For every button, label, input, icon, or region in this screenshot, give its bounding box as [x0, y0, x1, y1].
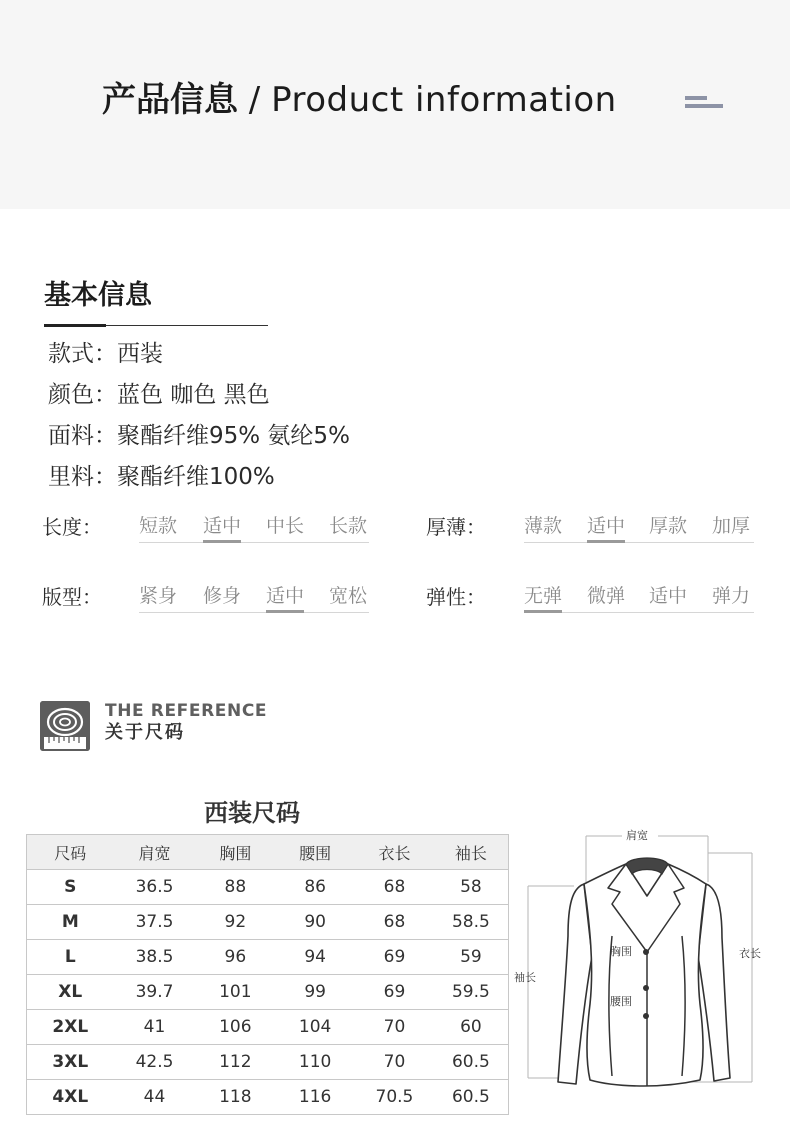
size-table	[26, 834, 509, 1115]
attr-option: 适中	[649, 585, 688, 607]
attr-option-selected: 适中	[203, 515, 242, 537]
info-row-style	[48, 338, 163, 370]
attr-scale-elasticity	[524, 583, 754, 613]
attr-option: 短款	[139, 515, 178, 537]
table-cell-size: 3XL	[27, 1045, 114, 1080]
page-title	[102, 78, 617, 122]
jacket-measurement-diagram	[512, 826, 790, 1098]
info-row-color	[48, 379, 270, 411]
info-label: 面料：	[48, 423, 117, 449]
attr-scale-length	[139, 513, 369, 543]
double-dash-icon	[685, 96, 723, 112]
info-value: 西装	[117, 341, 163, 367]
attr-option: 宽松	[329, 585, 368, 607]
tape-measure-icon	[40, 701, 90, 751]
table-cell: 59	[434, 940, 509, 975]
table-header-cell: 胸围	[195, 835, 275, 870]
table-row	[27, 870, 509, 905]
table-row	[27, 1045, 509, 1080]
table-cell: 106	[195, 1010, 275, 1045]
table-cell: 99	[275, 975, 355, 1010]
table-cell: 37.5	[114, 905, 196, 940]
table-header-cell: 袖长	[434, 835, 509, 870]
table-cell: 60	[434, 1010, 509, 1045]
size-table-title: 西装尺码	[204, 799, 300, 827]
page-title-en: Product information	[271, 80, 617, 120]
table-cell: 96	[195, 940, 275, 975]
table-cell: 69	[355, 975, 434, 1010]
info-row-fabric	[48, 420, 350, 452]
attr-option: 厚款	[649, 515, 688, 537]
table-cell: 60.5	[434, 1045, 509, 1080]
table-cell: 90	[275, 905, 355, 940]
attr-scale-fit	[139, 583, 369, 613]
attr-label-thickness: 厚薄：	[426, 515, 486, 539]
table-cell: 112	[195, 1045, 275, 1080]
table-cell-size: 4XL	[27, 1080, 114, 1115]
info-value: 蓝色 咖色 黑色	[117, 382, 270, 408]
attr-option: 修身	[203, 585, 242, 607]
table-cell: 42.5	[114, 1045, 196, 1080]
table-header-row	[27, 835, 509, 870]
reference-title-cn: 关于尺码	[105, 722, 185, 743]
info-row-lining	[48, 461, 275, 493]
info-label: 款式：	[48, 341, 117, 367]
table-cell: 38.5	[114, 940, 196, 975]
table-cell: 86	[275, 870, 355, 905]
table-cell-size: M	[27, 905, 114, 940]
table-cell: 118	[195, 1080, 275, 1115]
table-cell: 69	[355, 940, 434, 975]
table-header-cell: 肩宽	[114, 835, 196, 870]
table-cell: 58	[434, 870, 509, 905]
attr-option: 紧身	[139, 585, 178, 607]
info-label: 颜色：	[48, 382, 117, 408]
table-cell-size: L	[27, 940, 114, 975]
basic-info-title: 基本信息	[44, 280, 152, 311]
page-title-separator: /	[238, 80, 272, 120]
table-cell-size: 2XL	[27, 1010, 114, 1045]
attr-option: 薄款	[524, 515, 563, 537]
attr-option: 加厚	[712, 515, 751, 537]
info-value: 聚酯纤维100%	[117, 464, 275, 490]
diagram-label-waist: 腰围	[610, 995, 632, 1008]
table-row	[27, 975, 509, 1010]
reference-title-en: THE REFERENCE	[105, 701, 268, 721]
table-cell: 70.5	[355, 1080, 434, 1115]
table-cell: 92	[195, 905, 275, 940]
diagram-label-sleeve: 袖长	[514, 971, 536, 984]
attr-option: 长款	[329, 515, 368, 537]
table-cell: 88	[195, 870, 275, 905]
attr-option-selected: 适中	[266, 585, 305, 607]
attr-label-length: 长度：	[42, 515, 102, 539]
table-header-cell: 尺码	[27, 835, 114, 870]
table-cell: 41	[114, 1010, 196, 1045]
table-row	[27, 905, 509, 940]
diagram-label-length: 衣长	[739, 947, 761, 960]
table-cell: 44	[114, 1080, 196, 1115]
table-cell-size: XL	[27, 975, 114, 1010]
attr-scale-thickness	[524, 513, 754, 543]
attr-option-selected: 适中	[587, 515, 626, 537]
table-cell: 68	[355, 905, 434, 940]
table-row	[27, 940, 509, 975]
table-cell: 110	[275, 1045, 355, 1080]
basic-info-underline	[44, 325, 268, 326]
table-header-cell: 腰围	[275, 835, 355, 870]
attr-option: 弹力	[712, 585, 751, 607]
table-cell: 116	[275, 1080, 355, 1115]
attr-option: 中长	[266, 515, 305, 537]
header-banner	[0, 0, 790, 209]
page-title-cn: 产品信息	[102, 80, 238, 120]
table-row	[27, 1010, 509, 1045]
diagram-label-shoulder: 肩宽	[626, 829, 648, 842]
table-cell: 104	[275, 1010, 355, 1045]
attr-label-elasticity: 弹性：	[426, 585, 486, 609]
table-cell: 101	[195, 975, 275, 1010]
attr-label-fit: 版型：	[42, 585, 102, 609]
table-cell: 70	[355, 1010, 434, 1045]
info-label: 里料：	[48, 464, 117, 490]
info-value: 聚酯纤维95% 氨纶5%	[117, 423, 350, 449]
table-row	[27, 1080, 509, 1115]
table-cell: 70	[355, 1045, 434, 1080]
table-cell-size: S	[27, 870, 114, 905]
table-header-cell: 衣长	[355, 835, 434, 870]
table-cell: 39.7	[114, 975, 196, 1010]
table-cell: 68	[355, 870, 434, 905]
attr-option: 微弹	[587, 585, 626, 607]
diagram-label-chest: 胸围	[610, 945, 632, 958]
table-cell: 36.5	[114, 870, 196, 905]
table-cell: 60.5	[434, 1080, 509, 1115]
table-cell: 59.5	[434, 975, 509, 1010]
table-cell: 58.5	[434, 905, 509, 940]
attr-option-selected: 无弹	[524, 585, 563, 607]
table-cell: 94	[275, 940, 355, 975]
